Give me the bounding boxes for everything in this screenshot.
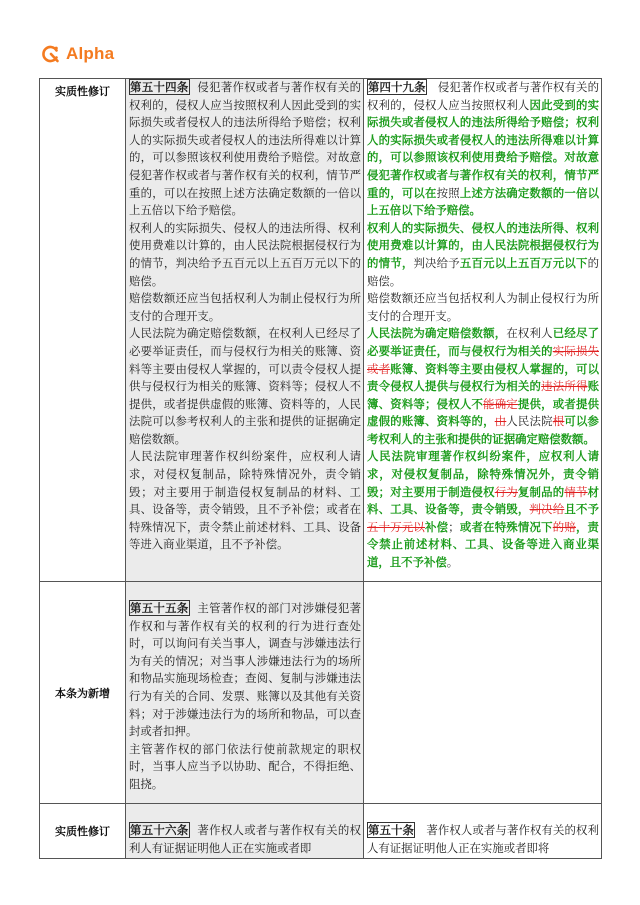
deleted-text: 违法所得 [541, 379, 588, 394]
old-paragraph: 侵犯著作权或者与著作权有关的权利的，侵权人应当按照权利人因此受到的实际损失或者侵权人的违法所得给予赔偿；权利人的实际损失或者侵权人的违法所得难以计算的，可以参照该权利使用费给予赔偿。对故意侵犯著作权或者与著作权有关的权利，情节严重的，可以在按照上述方法确定数额的一倍以上五倍以下给予赔偿。 [129, 80, 361, 218]
old-article-heading: 第五十五条 [130, 601, 189, 615]
added-text: 补偿 [425, 519, 449, 534]
deleted-text: 实际损失或者 [367, 343, 599, 376]
added-text: 复制品的 [517, 484, 565, 499]
old-paragraph: 著作权人或者与著作权有关的权利人有证据证明他人正在实施或者即 [129, 823, 361, 855]
new-article-cell [364, 79, 602, 582]
added-text: 且不予 [564, 502, 599, 517]
old-paragraph: 主管著作权的部门依法行使前款规定的职权时，当事人应当予以协助、配合，不得拒绝、阻挠。 [129, 741, 361, 791]
unchanged-text: 赔偿数额还应当包括权利人为制止侵权行为所支付的合理开支。 [367, 291, 599, 323]
old-paragraph: 权利人的实际损失、侵权人的违法所得、权利使用费难以计算的，由人民法院根据侵权行为的情节，判决给予五百元以上五百万元以下的赔偿。 [129, 220, 361, 288]
brand-name: Alpha [66, 44, 115, 63]
unchanged-text: 在权利人 [506, 326, 553, 341]
new-article-heading: 第五十条 [368, 823, 415, 837]
old-article-cell [126, 804, 364, 859]
new-article-cell [364, 804, 602, 859]
unchanged-text: 侵犯著作权或者与著作权有关的权利的，侵权人应当按照权利人 [367, 80, 599, 112]
added-text: 上述方法确定数额的一倍以上五倍以下给予赔偿。 [367, 185, 599, 218]
alpha-logo-icon [40, 44, 60, 64]
brand-logo [40, 44, 114, 64]
unchanged-text: 的赔偿。 [367, 255, 599, 288]
added-text: 五百元以上五百万元以下 [459, 255, 588, 270]
new-article-heading: 第四十九条 [368, 80, 426, 94]
row-label-text: 本条为新增 [55, 686, 110, 700]
row-label [40, 79, 126, 582]
added-text: 账簿、资料等；侵权人不 [367, 379, 599, 411]
old-article-text [129, 79, 361, 220]
revised-paragraph [367, 80, 599, 217]
deleted-text: 情节 [564, 484, 588, 499]
added-text: 人民法院为确定赔偿数额， [367, 326, 507, 341]
old-paragraph: 赔偿数额还应当包括权利人为制止侵权行为所支付的合理开支。 [129, 291, 361, 323]
deleted-text: 的赔 [552, 519, 576, 534]
old-article-text [129, 822, 361, 857]
old-article-heading: 第五十六条 [130, 823, 189, 837]
old-article-cell [126, 79, 364, 582]
old-article-cell [126, 582, 364, 804]
new-article-text [367, 822, 599, 857]
added-text: 或者在特殊情况下 [459, 519, 553, 534]
added-text: 账簿、资料等主要由侵权人掌握的，可以责令侵权人提供与侵权行为相关的 [367, 361, 599, 394]
added-text: 提供，或者提供虚假的账簿、资料等的， [367, 396, 599, 429]
revised-paragraph [367, 325, 599, 448]
unchanged-text: 人民法院 [506, 414, 553, 429]
old-article-heading: 第五十四条 [130, 80, 189, 94]
deleted-text: 根 [552, 414, 565, 429]
new-paragraph: 著作权人或者与著作权有关的权利人有证据证明他人正在实施或者即将 [367, 823, 599, 855]
added-text: 可以参考权利人的主张和提供的证据确定赔偿数额。 [367, 414, 599, 446]
deleted-text: 能确定 [483, 396, 518, 411]
revised-paragraph [367, 220, 599, 290]
unchanged-text: 按照 [436, 185, 460, 200]
revised-paragraph [367, 448, 599, 571]
row-label [40, 804, 126, 859]
old-paragraph: 人民法院审理著作权纠纷案件，应权利人请求，对侵权复制品，除特殊情况外，责令销毁；对主要用于制造侵权复制品的材料、工具、设备等，责令销毁，且不予补偿；或者在特殊情况下，责令禁止前述材料、工具、设备等进入商业渠道，且不予补偿。 [129, 449, 361, 552]
old-article-text [129, 600, 361, 741]
unchanged-text: 判决给予 [413, 255, 460, 270]
added-text: 材料、工具、设备等，责令销毁， [367, 484, 599, 517]
comparison-table [39, 78, 602, 859]
added-text: 已经尽了必要举证责任，而与侵权行为相关的 [367, 326, 599, 358]
added-text: 因此受到的实际损失或者侵权人的违法所得给予赔偿；权利人的实际损失或者侵权人的违法所得难以计算的，可以参照该权利使用费给予赔偿。对故意侵犯著作权或者与著作权有关的权利，情节严重的，可以在 [367, 97, 599, 200]
added-text: ，责令禁止前述材料、工具、设备等进入商业渠道，且不予补偿 [367, 519, 599, 570]
old-paragraph: 主管著作权的部门对涉嫌侵犯著作权和与著作权有关的权利的行为进行查处时，可以询问有关当事人，调查与涉嫌违法行为有关的情况；对当事人涉嫌违法行为的场所和物品实施现场检查；查阅、复制与涉嫌违法行为有关的合同、发票、账簿以及其他有关资料；对于涉嫌违法行为的场所和物品，可以查封或者扣押。 [129, 601, 361, 739]
deleted-text: 判决给 [529, 502, 565, 517]
deleted-text: 行为 [494, 484, 518, 499]
new-article-text [367, 79, 599, 220]
added-text: 权利人的实际损失、侵权人的违法所得、权利使用费难以计算的，由人民法院根据侵权行为的情节， [367, 220, 599, 270]
added-text: 人民法院审理著作权纠纷案件，应权利人请求，对侵权复制品，除特殊情况外，责令销毁；对主要用于制造侵权 [367, 449, 599, 499]
new-article-cell-empty [364, 582, 602, 804]
unchanged-text: ； [448, 519, 460, 534]
unchanged-text: 。 [446, 555, 459, 570]
revised-paragraph [367, 290, 599, 325]
deleted-text: 五十万元以 [367, 519, 426, 534]
deleted-text: 由 [494, 414, 507, 429]
old-paragraph: 人民法院为确定赔偿数额，在权利人已经尽了必要举证责任，而与侵权行为相关的账簿、资料等主要由侵权人掌握的，可以责令侵权人提供与侵权行为相关的账簿、资料等；侵权人不提供，或者提供虚假的账簿、资料等的，人民法院可以参考权利人的主张和提供的证据确定赔偿数额。 [129, 326, 361, 446]
row-label-text: 实质性修订 [55, 85, 110, 98]
row-label-text: 实质性修订 [55, 825, 110, 838]
row-label [40, 582, 126, 804]
